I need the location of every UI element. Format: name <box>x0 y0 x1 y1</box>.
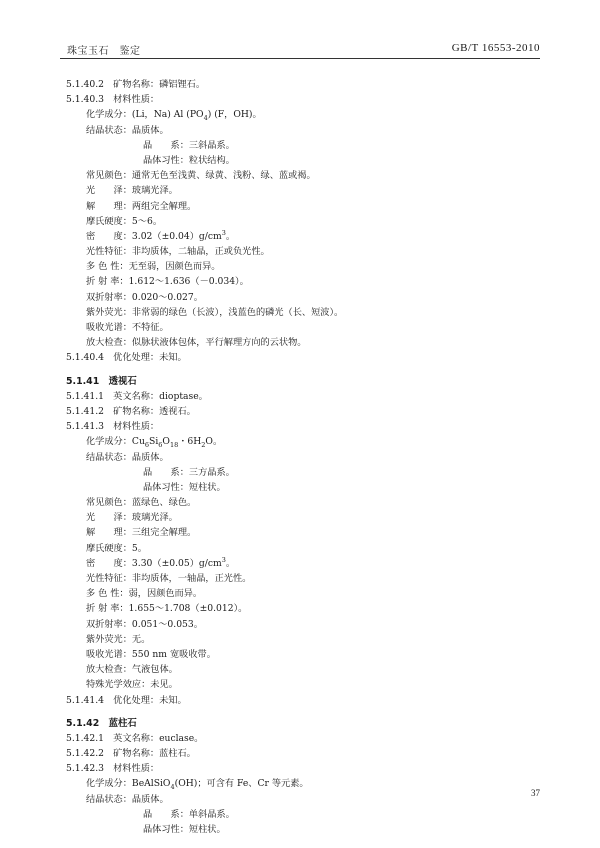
text-line: 光 泽：玻璃光泽。 <box>86 512 178 524</box>
text-line: 结晶状态：晶质体。 <box>86 793 169 805</box>
text-line: 双折射率：0.020～0.027。 <box>86 291 203 303</box>
text-line: 折 射 率：1.612～1.636（－0.034）。 <box>86 276 249 288</box>
text-line: 折 射 率：1.655～1.708（±0.012）。 <box>86 603 248 615</box>
text-line: 吸收光谱：550 nm 宽吸收带。 <box>86 648 216 660</box>
text-line: 光 泽：玻璃光泽。 <box>86 185 178 197</box>
text-line: 放大检查：似脉状液体包体，平行解理方向的云状物。 <box>86 337 307 349</box>
text-line: 晶 系：三斜晶系。 <box>143 139 235 151</box>
text-line: 多 色 性：无至弱，因颜色而异。 <box>86 261 221 273</box>
text-line: 晶体习性：短柱状。 <box>143 481 226 493</box>
text-line: 紫外荧光：无。 <box>86 633 151 645</box>
text-line: 5.1.40.4 优化处理：未知。 <box>66 352 187 364</box>
text-line: 光性特征：非均质体，二轴晶，正或负光性。 <box>86 246 270 258</box>
header-title: 珠宝玉石 鉴定 <box>67 46 141 57</box>
text-line: 化学成分：BeAlSiO$_4$(OH)；可含有 Fe、Cr 等元素。 <box>86 778 309 792</box>
text-line: 5.1.42.1 英文名称：euclase。 <box>66 732 204 744</box>
text-line: 光性特征：非均质体，一轴晶，正光性。 <box>86 573 252 584</box>
section-heading: 5.1.41 透视石 <box>66 375 137 387</box>
text-line: 结晶状态：晶质体。 <box>86 451 169 463</box>
text-line: 5.1.41.1 英文名称：dioptase。 <box>66 390 208 402</box>
text-line: 5.1.40.2 矿物名称：磷铝锂石。 <box>66 79 206 90</box>
text-line: 晶体习性：短柱状。 <box>143 824 226 835</box>
text-line: 吸收光谱：不特征。 <box>86 322 169 333</box>
text-line: 双折射率：0.051～0.053。 <box>86 618 203 630</box>
text-line: 5.1.41.3 材料性质： <box>66 421 160 433</box>
text-line: 解 理：三组完全解理。 <box>86 527 197 539</box>
text-line: 密 度：$3.30(\pm 0.05)g/cm^3$。 <box>86 555 236 569</box>
document-body <box>66 77 546 837</box>
text-line: 密 度：$3.02(\pm 0.04)g/cm^3$。 <box>86 228 236 242</box>
text-line: 晶 系：单斜晶系。 <box>143 808 235 820</box>
text-line: 特殊光学效应：未见。 <box>86 679 178 691</box>
text-line: 5.1.42.3 材料性质： <box>66 763 160 775</box>
text-line: 化学成分：(Li，Na) Al $(PO_4)$ (F，OH)。 <box>86 109 262 123</box>
text-line: 多 色 性：弱，因颜色而异。 <box>86 588 203 600</box>
text-line: 5.1.41.4 优化处理：未知。 <box>66 694 187 706</box>
text-line: 化学成分：$Cu_6Si_6O_{18}$・$6H_2O$。 <box>86 436 223 450</box>
text-line: 放大检查：气液包体。 <box>86 664 178 676</box>
text-line: 晶体习性：粒状结构。 <box>143 154 235 166</box>
text-line: 解 理：两组完全解理。 <box>86 200 197 212</box>
text-line: 5.1.40.3 材料性质： <box>66 94 160 106</box>
text-line: 摩氏硬度：5。 <box>86 542 147 554</box>
header-standard-code: GB/T 16553-2010 <box>451 42 540 54</box>
text-line: 结晶状态：晶质体。 <box>86 124 169 136</box>
text-line: 5.1.42.2 矿物名称：蓝柱石。 <box>66 748 196 760</box>
text-line: 摩氏硬度：5～6。 <box>86 215 163 227</box>
section-heading: 5.1.42 蓝柱石 <box>66 717 137 729</box>
text-line: 常见颜色：蓝绿色、绿色。 <box>86 497 197 509</box>
page-number: 37 <box>531 788 540 798</box>
text-line: 紫外荧光：非常弱的绿色（长波），浅蓝色的磷光（长、短波）。 <box>86 306 344 318</box>
text-line: 5.1.41.2 矿物名称：透视石。 <box>66 405 196 417</box>
header-rule <box>60 58 540 59</box>
text-line: 晶 系：三方晶系。 <box>143 466 235 478</box>
text-line: 常见颜色：通常无色至浅黄、绿黄、浅粉、绿、蓝或褐。 <box>86 170 316 182</box>
